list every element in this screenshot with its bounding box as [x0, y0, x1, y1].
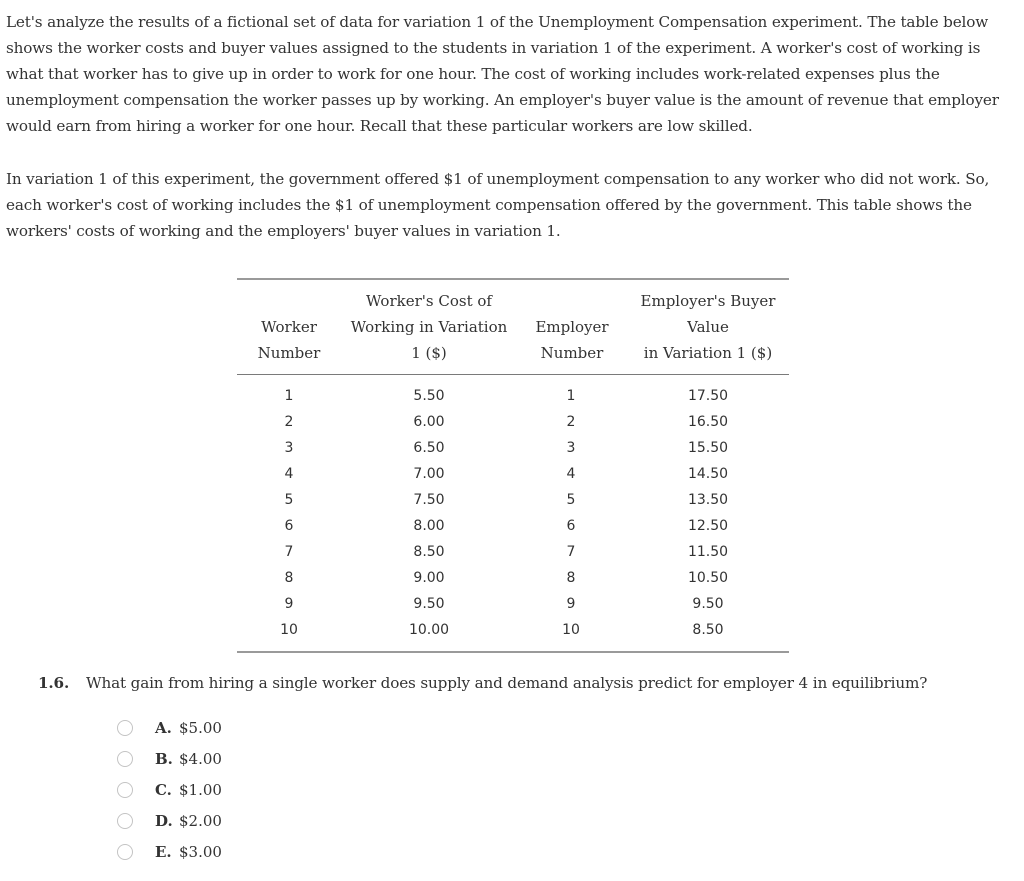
table-cell: 6.00	[413, 414, 445, 430]
option-c[interactable]	[117, 778, 317, 802]
table-header-rule	[237, 374, 789, 375]
table-cell: 8.00	[413, 518, 445, 534]
option-e[interactable]	[117, 840, 317, 864]
option-b[interactable]	[117, 747, 317, 771]
table-cell: 5	[566, 492, 576, 508]
radio-button-b[interactable]	[117, 751, 133, 767]
worker-number-column	[269, 383, 309, 643]
table-cell: 10	[280, 622, 298, 638]
option-a[interactable]	[117, 716, 317, 740]
option-text: $3.00	[179, 843, 222, 861]
header-buyer-value: Employer's Buyer Value in Variation 1 ($)	[640, 292, 776, 362]
table-cell: 17.50	[687, 388, 729, 404]
question-number: 1.6.	[38, 674, 70, 692]
table-cell: 15.50	[687, 440, 729, 456]
table-cell: 1	[284, 388, 294, 404]
option-text: $1.00	[179, 781, 222, 799]
question-text: What gain from hiring a single worker does supply and demand analysis predict for employer 4 in equilibrium?	[86, 674, 928, 692]
table-cell: 1	[566, 388, 576, 404]
table-cell: 8	[566, 570, 576, 586]
table-cell: 8.50	[413, 544, 445, 560]
table-cell: 8.50	[692, 622, 724, 638]
worker-cost-column	[389, 383, 469, 643]
table-cell: 8	[284, 570, 294, 586]
table-cell: 5	[284, 492, 294, 508]
table-top-rule	[237, 278, 789, 280]
header-employer-number: Employer Number	[535, 318, 609, 362]
table-cell: 9	[284, 596, 294, 612]
option-letter: B.	[155, 750, 173, 768]
table-cell: 7.00	[413, 466, 445, 482]
intro-paragraph-1: Let's analyze the results of a fictional set of data for variation 1 of the Unemployment Compensation experiment. The table below shows the worker costs and buyer values assigned to the students in variation 1 of the experiment. A worker's cost of working is what that worker has to give up in order to work for one hour. The cost of working includes work-related expenses plus the unemployment compensation the worker passes up by working. An employer's buyer value is the amount of revenue that employer would earn from hiring a worker for one hour. Recall that these particular workers are low skilled.	[6, 13, 999, 135]
table-cell: 9.50	[413, 596, 445, 612]
table-cell: 7	[284, 544, 294, 560]
buyer-value-column	[668, 383, 748, 643]
table-cell: 7	[566, 544, 576, 560]
table-cell: 9.50	[692, 596, 724, 612]
option-text: $5.00	[179, 719, 222, 737]
table-cell: 4	[284, 466, 294, 482]
intro-paragraph-2: In variation 1 of this experiment, the government offered $1 of unemployment compensation to any worker who did not work. So, each worker's cost of working includes the $1 of unemployment compensation offered by the government. This table shows the workers' costs of working and the employers' buyer values in variation 1.	[6, 170, 990, 240]
table-cell: 9	[566, 596, 576, 612]
table-cell: 3	[566, 440, 576, 456]
table-cell: 12.50	[687, 518, 729, 534]
radio-button-a[interactable]	[117, 720, 133, 736]
table-cell: 14.50	[687, 466, 729, 482]
table-cell: 2	[566, 414, 576, 430]
table-cell: 7.50	[413, 492, 445, 508]
table-cell: 6	[284, 518, 294, 534]
table-cell: 10.00	[408, 622, 450, 638]
option-letter: C.	[155, 781, 172, 799]
table-cell: 11.50	[687, 544, 729, 560]
table-cell: 13.50	[687, 492, 729, 508]
table-cell: 16.50	[687, 414, 729, 430]
option-letter: D.	[155, 812, 173, 830]
radio-button-c[interactable]	[117, 782, 133, 798]
header-worker-number: Worker Number	[257, 318, 321, 362]
header-worker-cost: Worker's Cost of Working in Variation 1 ($)	[350, 292, 508, 362]
table-cell: 2	[284, 414, 294, 430]
table-cell: 4	[566, 466, 576, 482]
radio-button-e[interactable]	[117, 844, 133, 860]
option-letter: E.	[155, 843, 172, 861]
option-text: $4.00	[179, 750, 222, 768]
table-cell: 10.50	[687, 570, 729, 586]
option-text: $2.00	[179, 812, 222, 830]
table-cell: 9.00	[413, 570, 445, 586]
table-cell: 6	[566, 518, 576, 534]
radio-button-d[interactable]	[117, 813, 133, 829]
table-cell: 6.50	[413, 440, 445, 456]
table-bottom-rule	[237, 651, 789, 653]
table-cell: 5.50	[413, 388, 445, 404]
table-cell: 10	[562, 622, 580, 638]
option-d[interactable]	[117, 809, 317, 833]
employer-number-column	[551, 383, 591, 643]
table-cell: 3	[284, 440, 294, 456]
option-letter: A.	[155, 719, 172, 737]
